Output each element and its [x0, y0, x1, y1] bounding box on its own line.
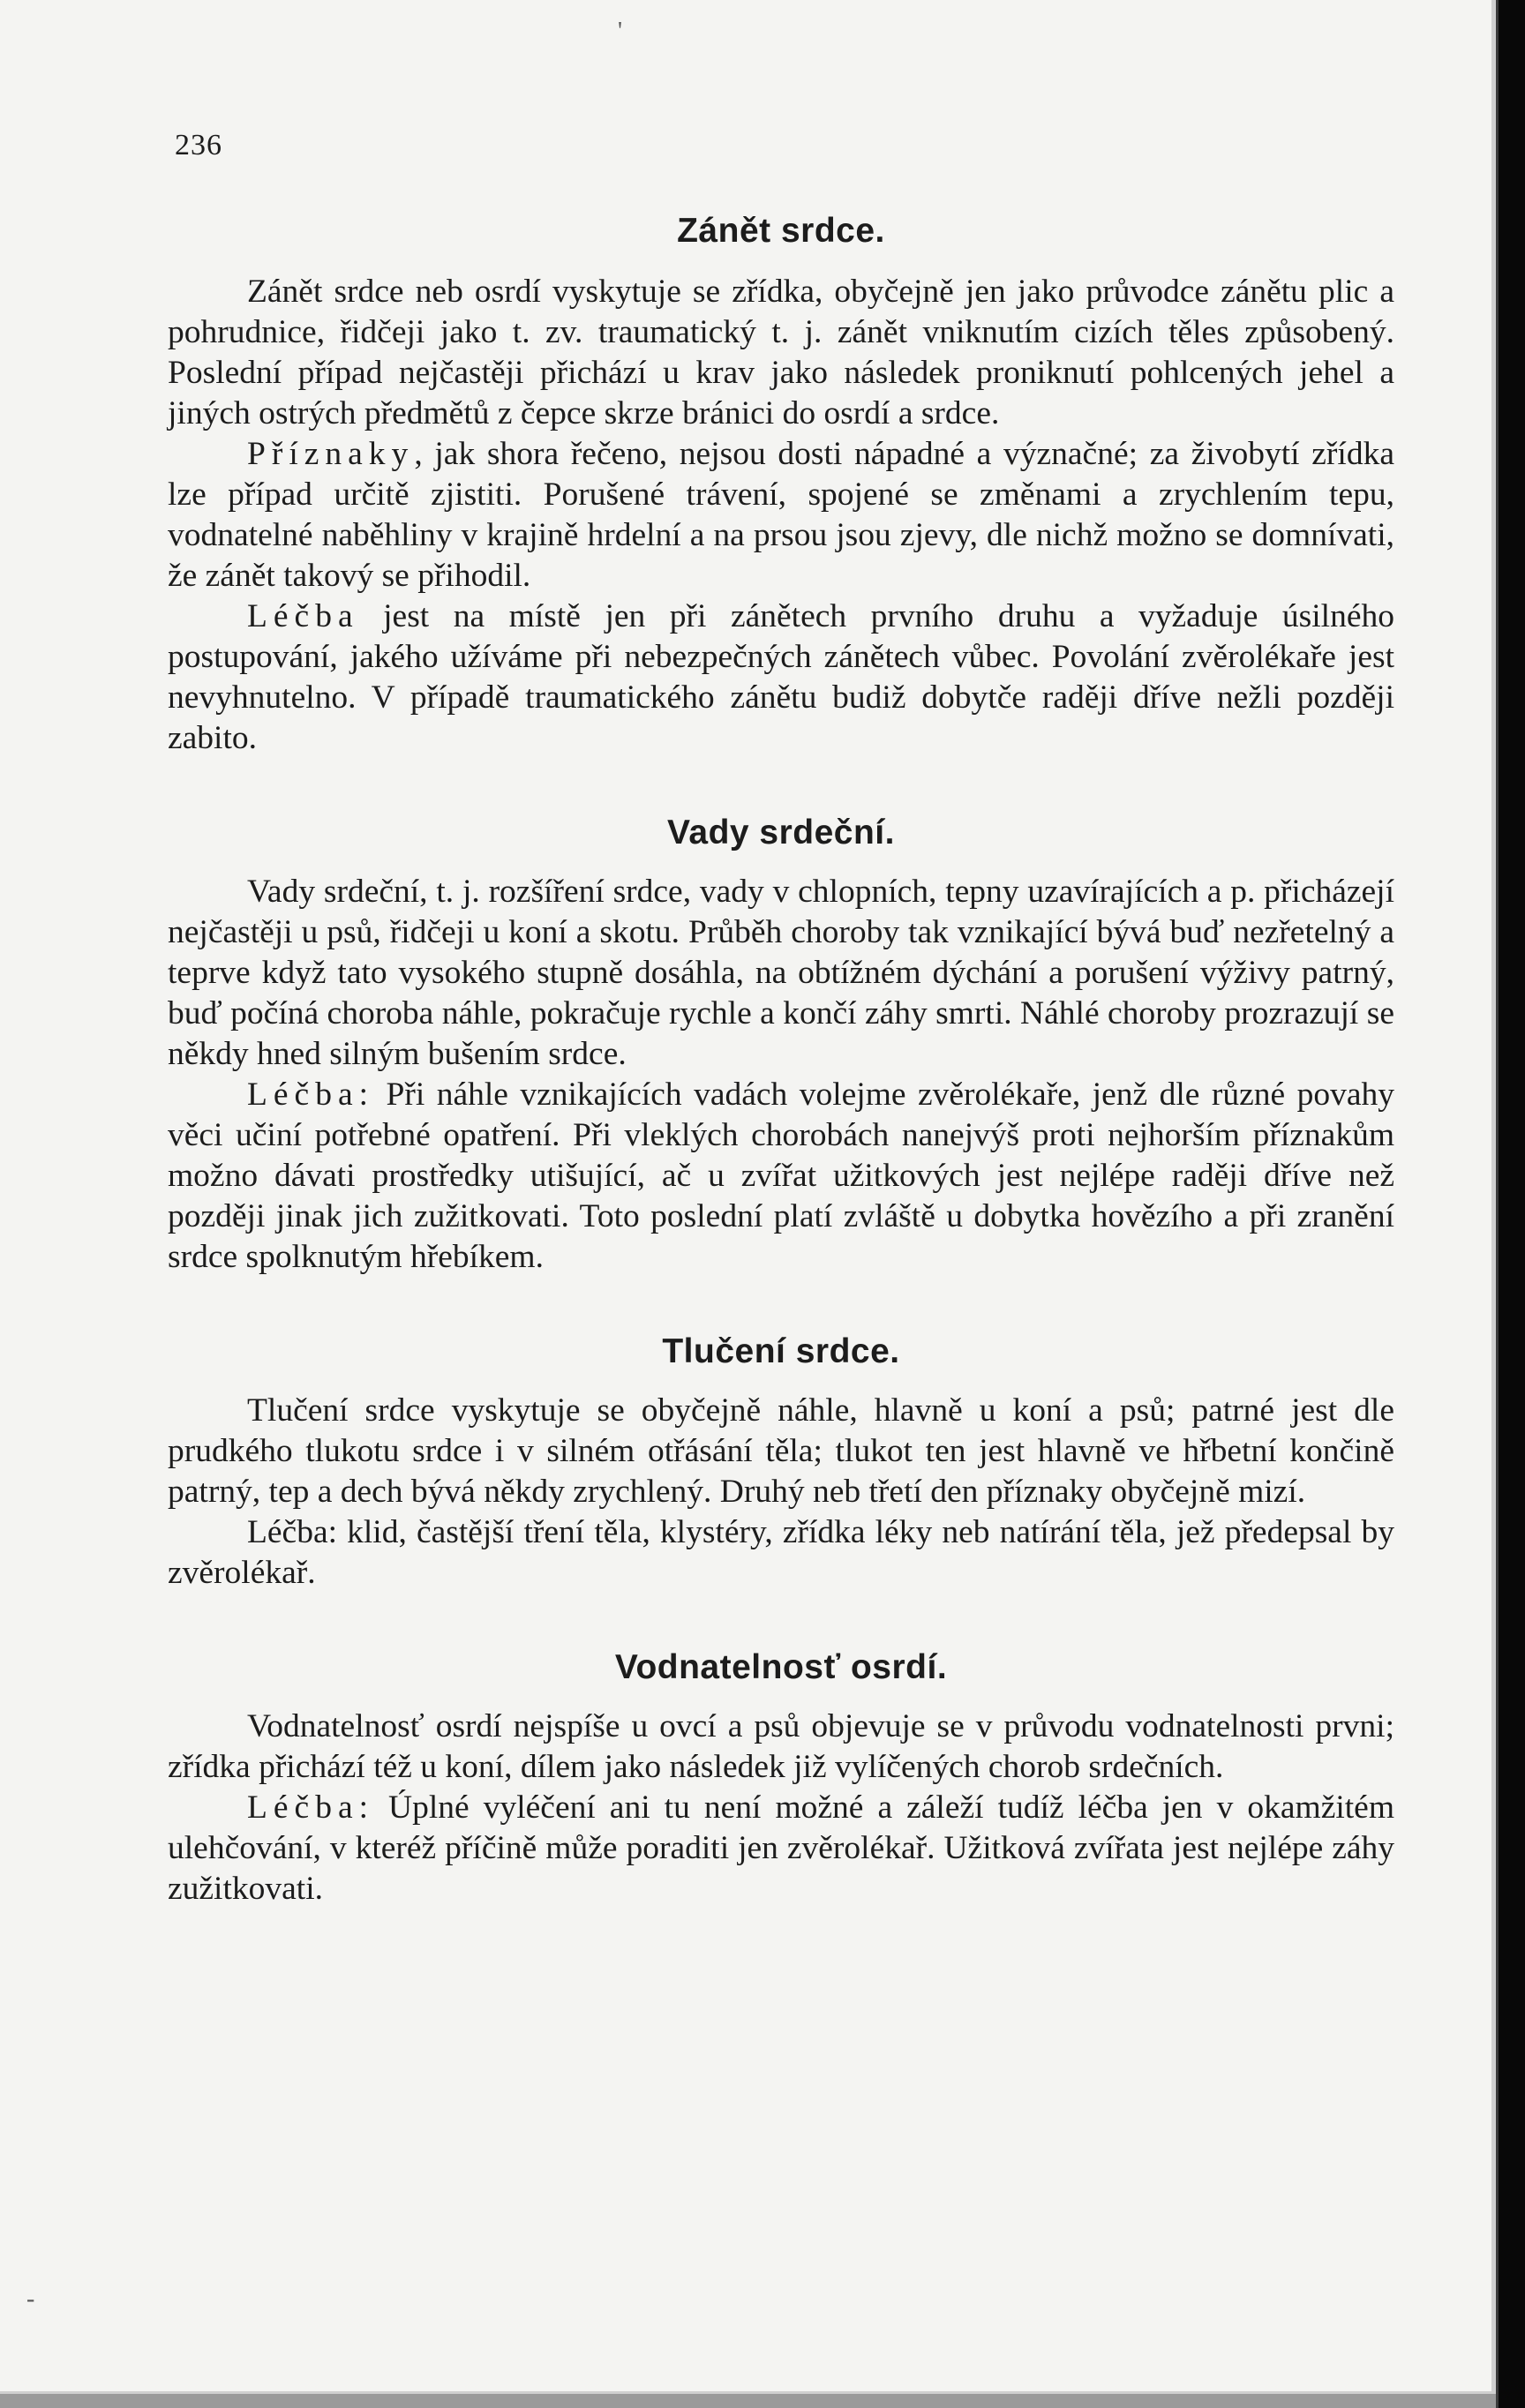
run-in-label: Příznaky [247, 436, 415, 472]
run-in-label: Léčba: [247, 1076, 375, 1113]
run-in-label: Léčba [247, 598, 359, 634]
paragraph: Léčba: Úplné vyléčení ani tu není možné a záleží tudíž léčba jen v okamžitém ulehčování, v kteréž příčině může poraditi jen zvěrolékař. Užitková zvířata jest nejlépe záhy zužitkovati. [168, 1789, 1394, 1907]
scan-speck: ' [618, 18, 623, 45]
paragraph: Léčba jest na místě jen při zánětech prvního druhu a vyžaduje úsilného postupování, jakého užíváme při nebezpečných zánětech vůbec. Povolání zvěrolékaře jest nevyhnutelno. V případě traumatického zánětu budiž dobytče raději dříve nežli později zabito. [168, 598, 1394, 756]
paragraph: Léčba: klid, častější tření těla, klystéry, zřídka léky neb natírání těla, jež předepsal by zvěrolékař. [168, 1514, 1394, 1591]
scan-shadow [0, 2394, 1499, 2408]
paragraph: Tlučení srdce vyskytuje se obyčejně náhle, hlavně u koní a psů; patrné jest dle prudkého tlukotu srdce i v silném otřásání těla; tlukot ten jest hlavně ve hřbetní končině patrný, tep a dech bývá někdy zrychlený. Druhý neb třetí den příznaky obyčejně mizí. [168, 1392, 1394, 1510]
section-heading-zanet: Zánět srdce. [677, 212, 885, 250]
section-heading-tluceni: Tlučení srdce. [662, 1332, 900, 1370]
paragraph: Vodnatelnosť osrdí nejspíše u ovcí a psů objevuje se v průvodu vodnatelnosti prvni; zřídka přichází též u koní, dílem jako následek již vylíčených chorob srdečních. [168, 1708, 1394, 1785]
page-body [168, 212, 1394, 1909]
section-heading-vady: Vady srdeční. [667, 814, 895, 851]
scan-edge [1499, 0, 1525, 2408]
paragraph: Zánět srdce neb osrdí vyskytuje se zřídka, obyčejně jen jako průvodce zánětu plic a pohrudnice, řidčeji jako t. zv. traumatický t. j. zánět vniknutím cizích těles způsobený. Poslední případ nejčastěji přichází u krav jako následek proniknutí pohlcených jehel a jiných ostrých předmětů z čepce skrze bránici do osrdí a srdce. [168, 274, 1394, 431]
scan-speck: - [26, 2285, 35, 2313]
paragraph: Vady srdeční, t. j. rozšíření srdce, vady v chlopních, tepny uzavírajících a p. přicházejí nejčastěji u psů, řidčeji u koní a skotu. Průběh choroby tak vznikající bývá buď nezřetelný a teprve když tato vysokého stupně dosáhla, na obtížném dýchání a porušení výživy patrný, buď počíná choroba náhle, pokračuje rychle a končí záhy smrti. Náhlé choroby prozrazují se někdy hned silným bušením srdce. [168, 874, 1394, 1072]
paragraph: Příznaky, jak shora řečeno, nejsou dosti nápadné a význačné; za živobytí zřídka lze případ určitě zjistiti. Porušené trávení, spojené se změnami a zrychlením tepu, vodnatelné naběhliny v krajině hrdelní a na prsou jsou zjevy, dle nichž možno se domnívati, že zánět takový se přihodil. [168, 436, 1394, 594]
section-heading-vodnatelnost: Vodnatelnosť osrdí. [614, 1648, 948, 1686]
run-in-label: Léčba: [247, 1514, 338, 1550]
paragraph: Léčba: Při náhle vznikajících vadách volejme zvěrolékaře, jenž dle různé povahy věci učiní potřebné opatření. Při vleklých chorobách nanejvýš proti nejhorším příznakům možno dávati prostředky utišující, ač u zvířat užitkových jest nejlépe raději dříve než později jinak jich zužitkovati. Toto poslední platí zvláště u dobytka hovězího a při zranění srdce spolknutým hřebíkem. [168, 1076, 1394, 1275]
page-number: 236 [175, 129, 222, 161]
run-in-label: Léčba: [247, 1789, 375, 1826]
